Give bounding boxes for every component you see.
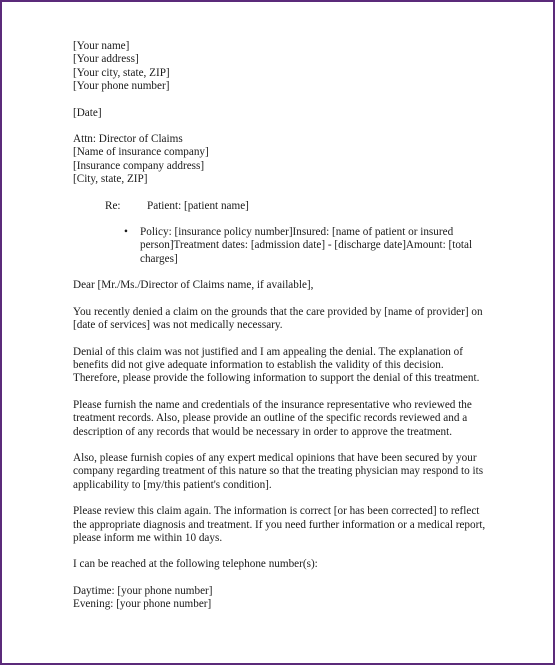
contact-block: [73, 585, 488, 612]
paragraph-review-request: Please review this claim again. The information is correct [or has been corrected] to reflect the appropriate diagnosis and treatment. If you need further information or a medical report, please inform me within 10 days.: [73, 505, 486, 544]
bullet-icon: •: [124, 226, 128, 239]
paragraph-denial-notice: You recently denied a claim on the grounds that the care provided by [name of provider] on [date of services] was not medically necessary.: [73, 305, 483, 332]
salutation: Dear [Mr./Ms./Director of Claims name, if available],: [73, 279, 314, 292]
sender-name: [Your name]: [73, 40, 130, 52]
recipient-company: [Name of insurance company]: [73, 146, 209, 159]
sender-city-state-zip: [Your city, state, ZIP]: [73, 66, 170, 79]
re-patient: Patient: [patient name]: [147, 199, 249, 212]
sender-block: [73, 40, 488, 94]
sender-phone: [Your phone number]: [73, 80, 170, 93]
policy-details: Policy: [insurance policy number]Insured: [name of patient or insured person]Treatment dates: [admission date] - [discharge date]Amount: [total charges]: [140, 226, 473, 265]
letter-date: [Date]: [73, 106, 102, 119]
date-line: [73, 107, 488, 120]
recipient-company-address: [Insurance company address]: [73, 159, 205, 172]
contact-evening: Evening: [your phone number]: [73, 598, 212, 611]
paragraph-contact-intro: I can be reached at the following telephone number(s):: [73, 558, 318, 571]
policy-bullet-item: [125, 226, 483, 266]
appeal-letter: [73, 40, 488, 612]
recipient-block: [73, 133, 488, 187]
re-label: Re:: [105, 199, 121, 212]
recipient-city-state-zip: [City, state, ZIP]: [73, 173, 148, 186]
paragraph-expert-opinions: Also, please furnish copies of any expert medical opinions that have been secured by your company regarding treatment of this nature so that the treating physician may respond to its applicability to [my/this patient's condition].: [73, 451, 484, 491]
recipient-attn: Attn: Director of Claims: [73, 133, 183, 146]
sender-address: [Your address]: [73, 53, 139, 66]
re-line: [105, 200, 488, 213]
paragraph-appeal: Denial of this claim was not justified and I am appealing the denial. The explanation of benefits did not give adequate information to establish the validity of this decision. Therefore, please provide the following information to support the denial of this treatment.: [73, 345, 480, 385]
paragraph-credentials-request: Please furnish the name and credentials of the insurance representative who reviewed the treatment records. Also, please provide an outline of the specific records reviewed and a description of any records that would be necessary in order to approve the treatment.: [73, 398, 472, 438]
contact-daytime: Daytime: [your phone number]: [73, 584, 213, 597]
